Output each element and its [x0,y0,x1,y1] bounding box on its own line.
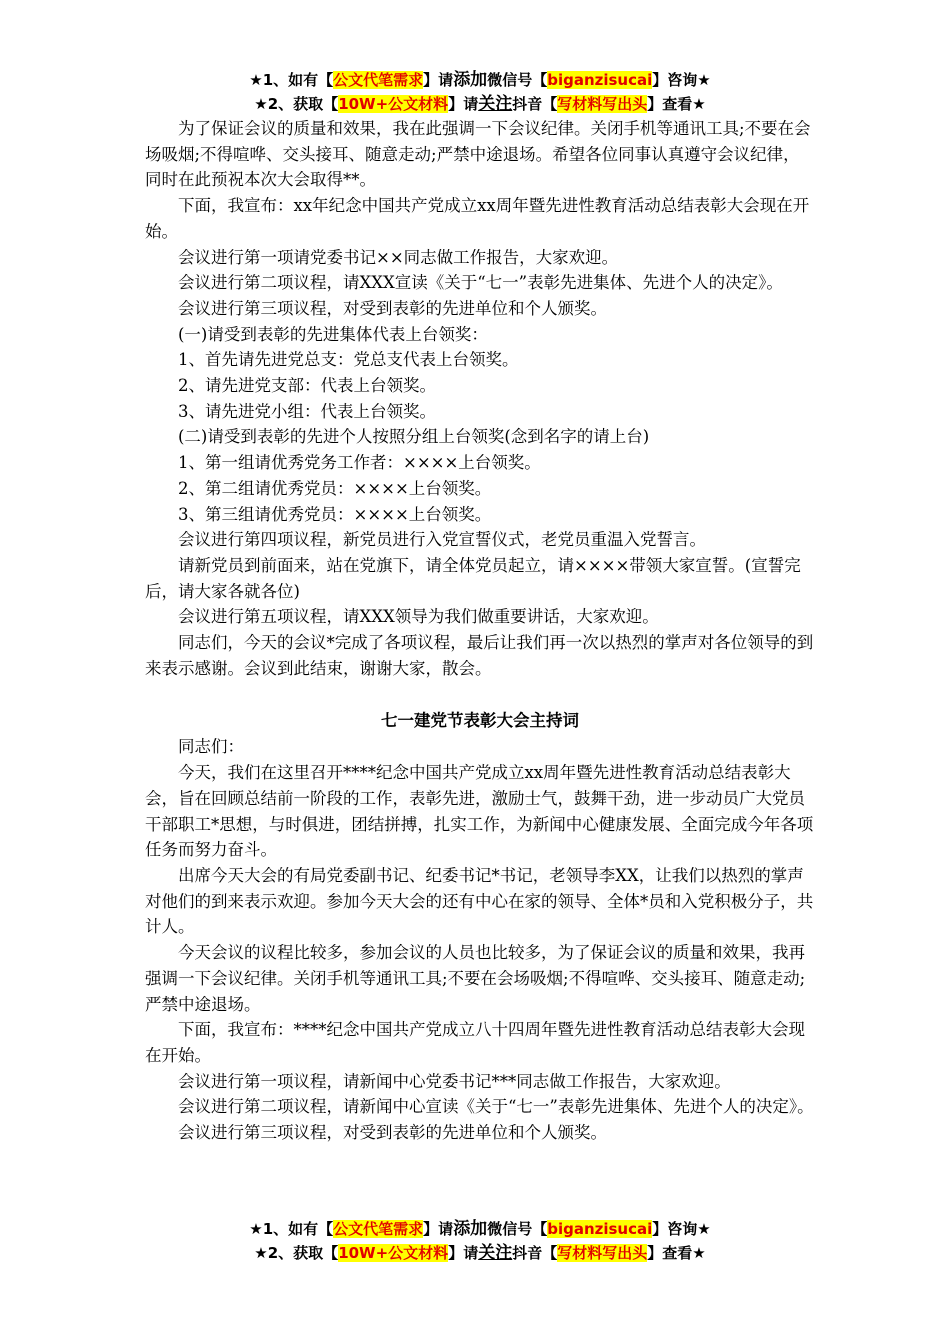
footer-promo [145,1217,815,1265]
paragraph: 出席今天大会的有局党委副书记、纪委书记*书记，老领导李XX，让我们以热烈的掌声对他们的到来表示欢迎。参加今天大会的还有中心在家的领导、全体*员和入党积极分子，共计人。 [145,865,814,937]
promo-text: ★1、如有【 [249,1220,334,1238]
paragraph: 同志们： [178,737,244,757]
promo-highlight: biganzisucai [547,1220,653,1238]
promo-text: ★1、如有【 [249,71,334,89]
promo-text: ★2、获取【 [254,1244,339,1262]
promo-text: 】查看★ [647,1244,706,1262]
paragraph: 3、第三组请优秀党员：××××上台领奖。 [178,504,492,524]
paragraph: 同志们，今天的会议*完成了各项议程，最后让我们再一次以热烈的掌声对各位领导的到来表示感谢。会议到此结束，谢谢大家，散会。 [145,633,814,678]
promo-highlight: 写材料写出头 [557,1244,648,1262]
paragraph: 会议进行第四项议程，新党员进行入党宣誓仪式，老党员重温入党誓言。 [178,530,706,550]
document-page [145,68,815,1146]
paragraph: 1、第一组请优秀党务工作者：××××上台领奖。 [178,453,541,473]
paragraph: 下面，我宣布：****纪念中国共产党成立八十四周年暨先进性教育活动总结表彰大会现在开始。 [145,1020,805,1065]
promo-text: 抖音【 [512,95,558,113]
paragraph: 1、首先请先进党总支：党总支代表上台领奖。 [178,350,519,370]
promo-highlight: 10W+公文材料 [338,1244,449,1262]
paragraph: 下面，我宣布：xx年纪念中国共产党成立xx周年暨先进性教育活动总结表彰大会现在开始。 [145,196,810,241]
promo-emphasis: 关注 [478,94,513,114]
promo-text: 微信号【 [487,1220,548,1238]
promo-highlight: biganzisucai [547,71,653,89]
promo-highlight: 公文代笔需求 [333,1220,424,1238]
promo-text: 抖音【 [512,1244,558,1262]
section-1-body [145,116,815,681]
paragraph: 会议进行第五项议程，请XXX领导为我们做重要讲话，大家欢迎。 [178,607,659,627]
paragraph: 会议进行第二项议程，请新闻中心宣读《关于“七一”表彰先进集体、先进个人的决定》。 [178,1097,814,1117]
paragraph: 为了保证会议的质量和效果，我在此强调一下会议纪律。关闭手机等通讯工具;不要在会场吸烟;不得喧哗、交头接耳、随意走动;严禁中途退场。希望各位同事认真遵守会议纪律，同时在此预祝本次大会取得**。 [145,119,811,190]
paragraph: 会议进行第二项议程，请XXX宣读《关于“七一”表彰先进集体、先进个人的决定》。 [178,273,783,293]
promo-highlight: 写材料写出头 [557,95,648,113]
paragraph: 请新党员到前面来，站在党旗下，请全体党员起立，请××××带领大家宣誓。(宣誓完后，请大家各就各位) [145,555,801,601]
paragraph: 今天，我们在这里召开****纪念中国共产党成立xx周年暨先进性教育活动总结表彰大会，旨在回顾总结前一阶段的工作，表彰先进，激励士气，鼓舞干劲，进一步动员广大党员干部职工*思想，与时俱进，团结拼搏，扎实工作，为新闻中心健康发展、全面完成今年各项任务而努力奋斗。 [145,763,814,860]
promo-emphasis: 添加 [453,70,488,90]
promo-line-2 [145,92,815,116]
paragraph: 今天会议的议程比较多，参加会议的人员也比较多，为了保证会议的质量和效果，我再强调一下会议纪律。关闭手机等通讯工具;不要在会场吸烟;不得喧哗、交头接耳、随意走动;严禁中途退场。 [145,943,806,1014]
section-title: 七一建党节表彰大会主持词 [381,711,579,731]
promo-line-2 [145,1241,815,1265]
promo-text: 】请 [448,95,479,113]
paragraph: 3、请先进党小组：代表上台领奖。 [178,401,436,421]
paragraph: 会议进行第一项请党委书记××同志做工作报告，大家欢迎。 [178,247,619,267]
paragraph: 会议进行第三项议程，对受到表彰的先进单位和个人颁奖。 [178,298,607,318]
paragraph: (一)请受到表彰的先进集体代表上台领奖： [178,324,488,344]
paragraph: 2、请先进党支部：代表上台领奖。 [178,376,436,396]
paragraph: 会议进行第一项议程，请新闻中心党委书记***同志做工作报告，大家欢迎。 [178,1071,731,1091]
promo-text: 】请 [423,71,454,89]
promo-text: 】咨询★ [652,1220,711,1238]
promo-text: 】请 [423,1220,454,1238]
section-2-body [145,734,815,1145]
promo-text: 】请 [448,1244,479,1262]
paragraph: 会议进行第三项议程，对受到表彰的先进单位和个人颁奖。 [178,1123,607,1143]
promo-emphasis: 添加 [453,1219,488,1239]
promo-line-1 [145,68,815,92]
promo-line-1 [145,1217,815,1241]
promo-highlight: 公文代笔需求 [333,71,424,89]
paragraph: 2、第二组请优秀党员：××××上台领奖。 [178,478,492,498]
promo-text: ★2、获取【 [254,95,339,113]
paragraph: (二)请受到表彰的先进个人按照分组上台领奖(念到名字的请上台) [178,427,650,447]
promo-highlight: 10W+公文材料 [338,95,449,113]
promo-text: 】咨询★ [652,71,711,89]
promo-text: 微信号【 [487,71,548,89]
promo-emphasis: 关注 [478,1243,513,1263]
promo-text: 】查看★ [647,95,706,113]
